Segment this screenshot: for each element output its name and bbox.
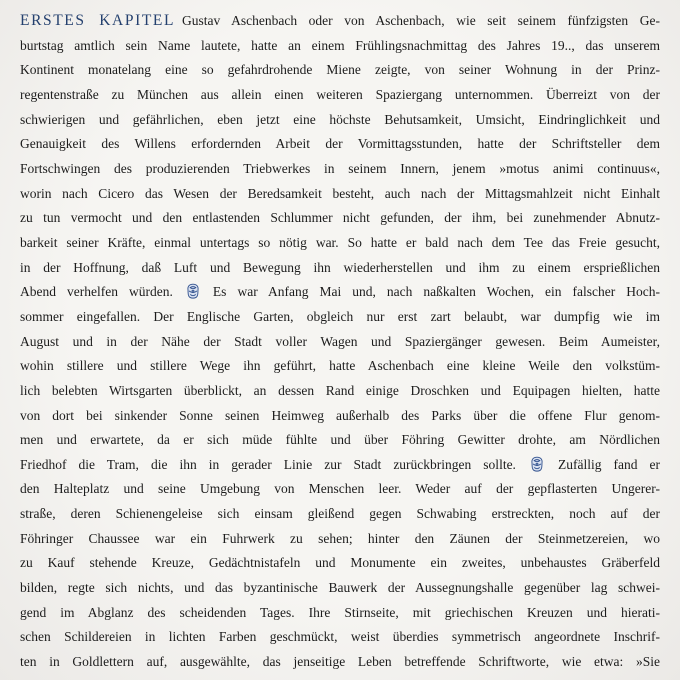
text-line: straße, deren Schienengeleise sich einsam gleißend gegen Schwabing erstreckten, noch auf der bbox=[20, 506, 660, 522]
text-line: zu tun vermocht und den entlastenden Schlummer nicht gefunden, der ihm, bei zunehmender Abnutz- bbox=[20, 210, 660, 226]
text-line: Fortschwingen des produzierenden Triebwerkes in seinem Innern, jenem »motus animi continuus«, bbox=[20, 160, 660, 176]
text-line: Abend verhelfen würden. Es war Anfang Mai und, nach naßkalten Wochen, ein falscher Hoch- bbox=[20, 284, 660, 300]
text-line: Föhringer Chaussee war ein Fuhrwerk zu sehen; hinter den Zäunen der Steinmetzereien, wo bbox=[20, 530, 660, 546]
text-line: den Halteplatz und seine Umgebung von Menschen leer. Weder auf der gepflasterten Ungerer- bbox=[20, 481, 660, 497]
fleuron-ornament-icon bbox=[530, 456, 544, 473]
text-line: burtstag amtlich sein Name lautete, hatte an einem Frühlingsnachmittag des Jahres 19.., das unserem bbox=[20, 37, 660, 53]
text-line: von dort bei sinkender Sonne seinen Heimweg außerhalb des Parks über die offene Flur genom- bbox=[20, 407, 660, 423]
text-line: Friedhof die Tram, die ihn in gerader Linie zur Stadt zurückbringen sollte. Zufällig fand er bbox=[20, 456, 661, 472]
text-line: worin nach Cicero das Wesen der Beredsamkeit besteht, auch nach der Mittagsmahlzeit nicht Einhalt bbox=[20, 185, 660, 201]
text-line: wohin stillere und stillere Wege ihn geführt, hatte Aschenbach eine kleine Weile den volkstüm- bbox=[20, 358, 660, 374]
text-line: Kontinent monatelang eine so gefahrdrohende Miene zeigte, von seiner Wohnung in der Prinz- bbox=[20, 62, 660, 78]
text-line: zu Kauf stehende Kreuze, Gedächtnistafeln und Monumente ein zweites, unbehaustes Gräberfeld bbox=[20, 555, 660, 571]
text-line: ten in Goldlettern auf, ausgewählte, das jenseitige Leben betreffende Schriftworte, wie etwa: »Sie bbox=[20, 654, 660, 670]
text-line: gend im Abglanz des scheidenden Tages. Ihre Stirnseite, mit griechischen Kreuzen und hierati- bbox=[20, 604, 660, 620]
chapter-heading: ERSTES KAPITEL bbox=[20, 12, 176, 29]
text-line: men und erwartete, da er sich müde fühlte und über Föhring Gewitter drohte, am Nördlichen bbox=[20, 432, 660, 448]
text-line: sommer eingefallen. Der Englische Garten, obgleich nur erst zart belaubt, war dumpfig wie im bbox=[20, 308, 660, 324]
text-line: lich belebten Wirtsgarten überblickt, an dessen Rand einige Droschken und Equipagen hielten, hatte bbox=[20, 382, 660, 398]
text-line: ERSTES KAPITEL Gustav Aschenbach oder von Aschenbach, wie seit seinem fünfzigsten Ge- bbox=[20, 12, 660, 29]
text-line: regentenstraße zu München aus allein einen weiteren Spaziergang unternommen. Überreizt von der bbox=[20, 86, 660, 102]
page-text bbox=[20, 9, 660, 675]
text-line: in der Hoffnung, daß Luft und Bewegung ihn wiederherstellen und ihm zu einem ersprießlichen bbox=[20, 259, 660, 275]
fleuron-ornament-icon bbox=[186, 283, 200, 300]
text-line: bilden, regte sich nichts, und das byzantinische Bauwerk der Aussegnungshalle gegenüber lag schwei- bbox=[20, 580, 660, 596]
text-line: schen Schildereien in lichten Farben geschmückt, weist überdies symmetrisch angeordnete Inschrif- bbox=[20, 629, 660, 645]
text-line: schwierigen und gefährlichen, eben jetzt eine höchste Behutsamkeit, Umsicht, Eindringlichkeit und bbox=[20, 111, 660, 127]
text-line: Genauigkeit des Willens erfordernden Arbeit der Vormittagsstunden, hatte der Schriftsteller dem bbox=[20, 136, 660, 152]
text-line: barkeit seiner Kräfte, einmal untertags so nötig war. So hatte er bald nach dem Tee das Freie gesucht, bbox=[20, 234, 660, 250]
text-line: August und in der Nähe der Stadt voller Wagen und Spaziergänger gewesen. Beim Aumeister, bbox=[20, 333, 660, 349]
